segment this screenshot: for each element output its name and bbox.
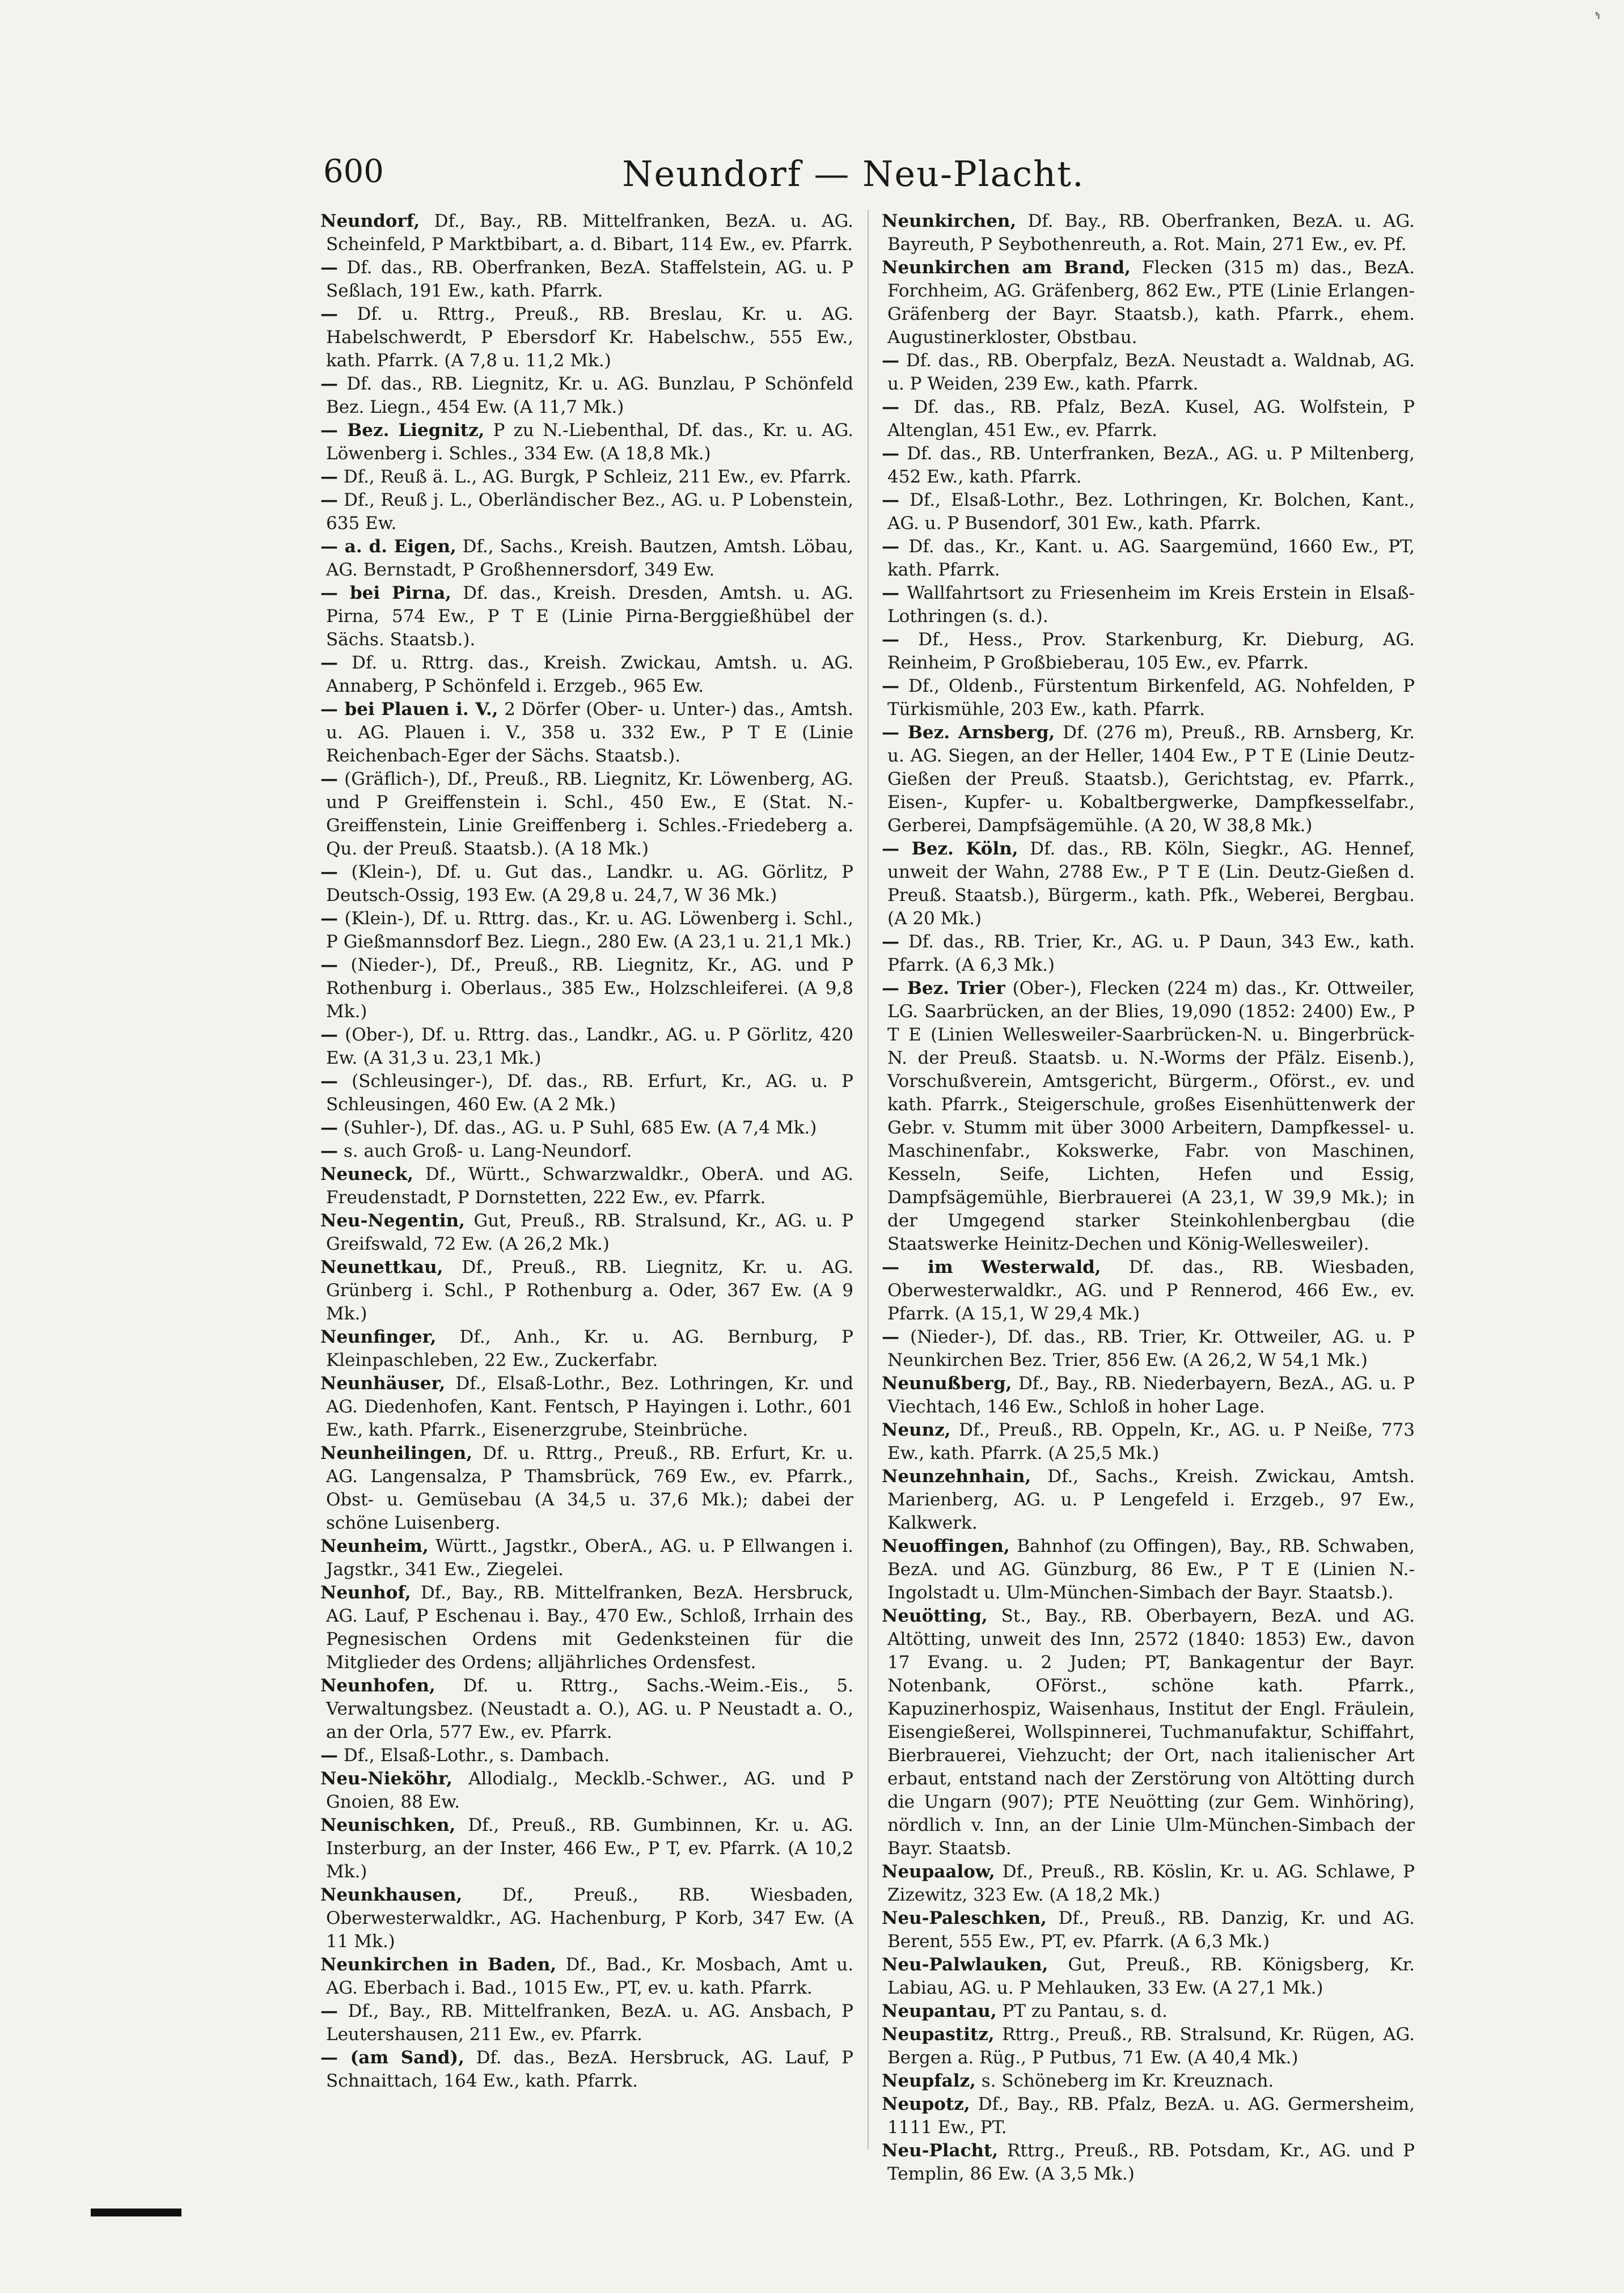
gazetteer-entry [320, 419, 853, 466]
entry-headword: Neuoffingen, [882, 1536, 1010, 1556]
entry-headword: — Bez. Köln, [882, 839, 1018, 859]
gazetteer-entry [320, 373, 853, 419]
entry-text: Rttrg., Preuß., RB. Potsdam, Kr., AG. und P Templin, 86 Ew. (A 3,5 Mk.) [887, 2140, 1415, 2184]
entry-headword: Neunhof, [320, 1583, 411, 1603]
right-column [882, 210, 1415, 2184]
entry-headword: — a. d. Eigen, [320, 536, 456, 557]
entry-text: Df., Sachs., Kreish. Bautzen, Amtsh. Löbau, AG. Bernstadt, P Großhennersdorf, 349 Ew. [326, 536, 853, 580]
entry-headword: — (am Sand), [320, 2047, 464, 2068]
column-divider [868, 210, 869, 2149]
entry-headword: Neunheim, [320, 1536, 429, 1556]
entry-text: Allodialg., Mecklb.-Schwer., AG. und P Gnoien, 88 Ew. [326, 1769, 853, 1812]
entry-headword: — [882, 1327, 899, 1347]
entry-headword: — [320, 769, 338, 789]
entry-text: Bahnhof (zu Offingen), Bay., RB. Schwaben, BezA. und AG. Günzburg, 86 Ew., P T E (Linien N.-Ingolstadt u. Ulm-München-Simbach der Bayr. Staatsb.). [887, 1536, 1415, 1603]
entry-text: St., Bay., RB. Oberbayern, BezA. und AG. Altötting, unweit des Inn, 2572 (1840: 1853) Ew., davon 17 Evang. u. 2 Juden; PT, Bankagentur der Bayr. Notenbank, OFörst., schöne kath. Pfarrk., Kapuzinerhospiz, Waisenhaus, Institut der Engl. Fräulein, Eisengießerei, Wollspinnerei, Tuchmanufaktur, Schiffahrt, Bierbrauerei, Viehzucht; der Ort, nach italienischer Art erbaut, entstand nach der Zerstörung von Altötting durch die Ungarn (907); PTE Neuötting (zur Gem. Winhöring), nördlich v. Inn, an der Linie Ulm-München-Simbach der Bayr. Staatsb. [887, 1606, 1415, 1859]
entry-text: Df. (276 m), Preuß., RB. Arnsberg, Kr. u. AG. Siegen, an der Heller, 1404 Ew., P T E (Linie Deutz-Gießen der Preuß. Staatsb.), Gerichtstag, ev. Pfarrk., Eisen-, Kupfer- u. Kobaltbergwerke, Dampfkesselfabr., Gerberei, Dampfsägemühle. (A 20, W 38,8 Mk.) [887, 722, 1415, 836]
left-column [320, 210, 853, 2149]
gazetteer-entry [882, 837, 1415, 930]
entry-text: Df., Bay., RB. Mittelfranken, BezA. Hersbruck, AG. Lauf, P Eschenau i. Bay., 470 Ew., Schloß, Irrhain des Pegnesischen Ordens mit Gedenksteinen für die Mitglieder des Ordens; alljährliches Ordensfest. [326, 1583, 853, 1673]
gazetteer-entry [320, 1884, 853, 1953]
gazetteer-entry [320, 1372, 853, 1442]
entry-text: Df., Preuß., RB. Danzig, Kr. und AG. Berent, 555 Ew., PT, ev. Pfarrk. (A 6,3 Mk.) [887, 1908, 1415, 1952]
gazetteer-entry [882, 2139, 1415, 2186]
entry-headword: — [882, 350, 899, 371]
entry-headword: — Bez. Liegnitz, [320, 420, 485, 441]
entry-headword: — [320, 467, 338, 487]
entry-headword: — [882, 629, 899, 650]
entry-text: Df., Reuß ä. L., AG. Burgk, P Schleiz, 211 Ew., ev. Pfarrk. [343, 467, 852, 487]
entry-text: Flecken (315 m) das., BezA. Forchheim, AG. Gräfenberg, 862 Ew., PTE (Linie Erlangen-Gräfenberg der Bayr. Staatsb.), kath. Pfarrk., ehem. Augustinerkloster, Obstbau. [887, 257, 1415, 348]
entry-text: Df., Bay., RB. Mittelfranken, BezA. u. AG. Ansbach, P Leutershausen, 211 Ew., ev. Pfarrk. [326, 2001, 853, 2045]
running-head: Neundorf — Neu-Placht. [622, 153, 1085, 194]
entry-text: Df. u. Rttrg., Preuß., RB. Erfurt, Kr. u. AG. Langensalza, P Thamsbrück, 769 Ew., ev. Pfarrk., Obst- u. Gemüsebau (A 34,5 u. 37,6 Mk.); dabei der schöne Luisenberg. [326, 1443, 853, 1533]
entry-text: (Nieder-), Df. das., RB. Trier, Kr. Ottweiler, AG. u. P Neunkirchen Bez. Trier, 856 Ew. (A 26,2, W 54,1 Mk.) [887, 1327, 1415, 1370]
gazetteer-entry [882, 2070, 1415, 2093]
entry-headword: Neunkirchen am Brand, [882, 257, 1131, 278]
gazetteer-entry [320, 2000, 853, 2046]
entry-headword: — [320, 490, 338, 510]
gazetteer-entry [882, 675, 1415, 721]
entry-text: s. auch Groß- u. Lang-Neundorf. [343, 1141, 632, 1161]
entry-headword: — Bez. Trier [882, 978, 1005, 999]
gazetteer-entry [882, 256, 1415, 349]
entry-headword: — [882, 397, 899, 417]
gazetteer-entry [320, 1814, 853, 1884]
entry-headword: Neundorf, [320, 211, 420, 231]
entry-headword: Neunzehnhain, [882, 1466, 1031, 1487]
entry-text: Df., Sachs., Kreish. Zwickau, Amtsh. Marienberg, AG. u. P Lengefeld i. Erzgeb., 97 Ew., Kalkwerk. [887, 1466, 1415, 1533]
gazetteer-entry [320, 1070, 853, 1116]
gazetteer-entry [320, 535, 853, 582]
entry-text: Df., Oldenb., Fürstentum Birkenfeld, AG. Nohfelden, P Türkismühle, 203 Ew., kath. Pfarrk. [887, 676, 1415, 720]
entry-headword: — [882, 536, 899, 557]
entry-headword: — [320, 862, 338, 882]
entry-text: Df. das., RB. Trier, Kr., AG. u. P Daun, 343 Ew., kath. Pfarrk. (A 6,3 Mk.) [887, 932, 1415, 975]
entry-text: Df., Elsaß-Lothr., Bez. Lothringen, Kr. Bolchen, Kant., AG. u. P Busendorf, 301 Ew., kath. Pfarrk. [887, 490, 1415, 534]
entry-text: Df., Elsaß-Lothr., Bez. Lothringen, Kr. und AG. Diedenhofen, Kant. Fentsch, P Hayingen i. Lothr., 601 Ew., kath. Pfarrk., Eisenerzgrube, Steinbrüche. [326, 1373, 853, 1440]
gazetteer-entry [882, 628, 1415, 675]
gazetteer-entry [882, 1372, 1415, 1419]
entry-text: Df., Preuß., RB. Köslin, Kr. u. AG. Schlawe, P Zizewitz, 323 Ew. (A 18,2 Mk.) [887, 1862, 1415, 1905]
gazetteer-entry [320, 1163, 853, 1209]
entry-text: Df., Reuß j. L., Oberländischer Bez., AG. u. P Lobenstein, 635 Ew. [326, 490, 853, 534]
entry-headword: Neunischken, [320, 1815, 456, 1835]
entry-headword: — bei Pirna, [320, 583, 451, 603]
gazetteer-entry [320, 1953, 853, 2000]
gazetteer-entry [320, 1442, 853, 1535]
gazetteer-entry [320, 651, 853, 698]
entry-headword: — [882, 932, 899, 952]
entry-text: Df. das., RB. Oberfranken, BezA. Staffelstein, AG. u. P Seßlach, 191 Ew., kath. Pfarrk. [326, 257, 854, 301]
entry-text: (Ober-), Flecken (224 m) das., Kr. Ottweiler, LG. Saarbrücken, an der Blies, 19,090 (1852: 2400) Ew., P T E (Linien Wellesweiler-Saarbrücken-N. u. Bingerbrück-N. der Preuß. Staatsb. u. N.-Worms der Pfälz. Eisenb.), Vorschußverein, Amtsgericht, Bürgerm., Oförst., ev. und kath. Pfarrk., Steigerschule, großes Eisenhüttenwerk der Gebr. v. Stumm mit über 3000 Arbeitern, Dampfkessel- u. Maschinenfabr., Kokswerke, Fabr. von Maschinen, Kesseln, Seife, Lichten, Hefen und Essig, Dampfsägemühle, Bierbrauerei (A 23,1, W 39,9 Mk.); in der Umgegend starker Steinkohlenbergbau (die Staatswerke Heinitz-Dechen und König-Wellesweiler). [887, 978, 1415, 1254]
entry-headword: — [320, 908, 338, 929]
entry-text: (Schleusinger-), Df. das., RB. Erfurt, Kr., AG. u. P Schleusingen, 460 Ew. (A 2 Mk.) [326, 1071, 854, 1115]
entry-text: Df., Württ., Schwarzwaldkr., OberA. und AG. Freudenstadt, P Dornstetten, 222 Ew., ev. Pfarrk. [326, 1164, 854, 1208]
entry-text: Df., Elsaß-Lothr., s. Dambach. [343, 1745, 610, 1766]
gazetteer-entry [882, 2023, 1415, 2070]
entry-text: Df. das., Kr., Kant. u. AG. Saargemünd, 1660 Ew., PT, kath. Pfarrk. [887, 536, 1415, 580]
entry-headword: Neu-Nieköhr, [320, 1769, 452, 1789]
entry-headword: — [882, 490, 899, 510]
entry-headword: Neunhäuser, [320, 1373, 446, 1394]
entry-headword: — [320, 304, 338, 324]
gazetteer-entry [320, 256, 853, 303]
gazetteer-entry [320, 954, 853, 1023]
gazetteer-entry [320, 2046, 853, 2093]
gazetteer-entry [320, 1326, 853, 1372]
entry-headword: Neuötting, [882, 1606, 988, 1626]
gazetteer-entry [882, 1860, 1415, 1907]
entry-text: Df., Preuß., RB. Gumbinnen, Kr. u. AG. Insterburg, an der Inster, 466 Ew., P T, ev. Pfarrk. (A 10,2 Mk.) [326, 1815, 854, 1882]
entry-headword: Neuneck, [320, 1164, 414, 1184]
gazetteer-entry [320, 1744, 853, 1767]
entry-text: (Suhler-), Df. das., AG. u. P Suhl, 685 Ew. (A 7,4 Mk.) [343, 1118, 817, 1138]
entry-headword: Neunettkau, [320, 1257, 443, 1277]
bottom-rule-mark [91, 2209, 181, 2216]
entry-headword: Neunkirchen in Baden, [320, 1954, 557, 1975]
entry-text: (Nieder-), Df., Preuß., RB. Liegnitz, Kr., AG. und P Rothenburg i. Oberlaus., 385 Ew., Holzschleiferei. (A 9,8 Mk.) [326, 955, 853, 1022]
entry-headword: — [882, 676, 899, 696]
gazetteer-entry [882, 349, 1415, 396]
gazetteer-entry [320, 210, 853, 256]
entry-text: Df. Bay., RB. Oberfranken, BezA. u. AG. Bayreuth, P Seybothenreuth, a. Rot. Main, 271 Ew., ev. Pf. [887, 211, 1415, 255]
entry-headword: Neupotz, [882, 2094, 970, 2114]
entry-headword: — [320, 1745, 338, 1766]
gazetteer-entry [882, 721, 1415, 837]
entry-text: Df. u. Rttrg., Preuß., RB. Breslau, Kr. u. AG. Habelschwerdt, P Ebersdorf Kr. Habelschw., 555 Ew., kath. Pfarrk. (A 7,8 u. 11,2 Mk.) [326, 304, 853, 371]
entry-headword: — [320, 374, 338, 394]
entry-headword: Neupantau, [882, 2001, 997, 2021]
entry-text: Württ., Jagstkr., OberA., AG. u. P Ellwangen i. Jagstkr., 341 Ew., Ziegelei. [326, 1536, 853, 1580]
entry-text: Df. das., RB. Pfalz, BezA. Kusel, AG. Wolfstein, P Altenglan, 451 Ew., ev. Pfarrk. [887, 397, 1415, 441]
gazetteer-entry [882, 930, 1415, 977]
gazetteer-entry [320, 1256, 853, 1326]
entry-text: (Gräflich-), Df., Preuß., RB. Liegnitz, Kr. Löwenberg, AG. und P Greiffenstein i. Schl., 450 Ew., E (Stat. N.-Greiffenstein, Linie Greiffenberg i. Schles.-Friedeberg a. Qu. der Preuß. Staatsb.). (A 18 Mk.) [326, 769, 853, 859]
gazetteer-entry [320, 907, 853, 954]
entry-text: Gut, Preuß., RB. Stralsund, Kr., AG. u. P Greifswald, 72 Ew. (A 26,2 Mk.) [326, 1211, 854, 1254]
entry-text: Df., Bay., RB. Pfalz, BezA. u. AG. Germersheim, 1111 Ew., PT. [887, 2094, 1415, 2138]
entry-headword: — Bez. Arnsberg, [882, 722, 1055, 743]
entry-text: (Klein-), Df. u. Gut das., Landkr. u. AG. Görlitz, P Deutsch-Ossig, 193 Ew. (A 29,8 u. 24,7, W 36 Mk.) [326, 862, 853, 906]
gazetteer-entry [882, 1326, 1415, 1372]
gazetteer-entry [882, 210, 1415, 256]
entry-headword: — [320, 257, 338, 278]
entry-text: Df. u. Rttrg. das., Kreish. Zwickau, Amtsh. u. AG. Annaberg, P Schönfeld i. Erzgeb., 965 Ew. [326, 653, 853, 696]
gazetteer-entry [882, 2000, 1415, 2023]
gazetteer-entry [882, 1419, 1415, 1465]
gazetteer-entry [882, 1465, 1415, 1535]
gazetteer-entry [882, 582, 1415, 628]
entry-headword: — [320, 653, 338, 673]
entry-headword: — [320, 2001, 338, 2021]
entry-headword: — [882, 443, 899, 464]
gazetteer-entry [882, 1953, 1415, 2000]
gazetteer-entry [320, 1116, 853, 1140]
entry-text: Df. das., RB. Liegnitz, Kr. u. AG. Bunzlau, P Schönfeld Bez. Liegn., 454 Ew. (A 11,7 Mk.) [326, 374, 854, 417]
entry-text: PT zu Pantau, s. d. [1002, 2001, 1168, 2021]
entry-headword: — [320, 1071, 338, 1091]
entry-text: Df. das., RB. Unterfranken, BezA., AG. u. P Miltenberg, 452 Ew., kath. Pfarrk. [887, 443, 1415, 487]
entry-text: Gut, Preuß., RB. Königsberg, Kr. Labiau, AG. u. P Mehlauken, 33 Ew. (A 27,1 Mk.) [887, 1954, 1415, 1998]
entry-text: (Klein-), Df. u. Rttrg. das., Kr. u. AG. Löwenberg i. Schl., P Gießmannsdorf Bez. Liegn., 280 Ew. (A 23,1 u. 21,1 Mk.) [326, 908, 853, 952]
gazetteer-entry [882, 1907, 1415, 1953]
gazetteer-entry [320, 698, 853, 768]
entry-text: Df., Preuß., RB. Oppeln, Kr., AG. u. P Neiße, 773 Ew., kath. Pfarrk. (A 25,5 Mk.) [887, 1420, 1415, 1463]
gazetteer-entry [320, 466, 853, 489]
entry-headword: — im Westerwald, [882, 1257, 1101, 1277]
entry-headword: Neu-Negentin, [320, 1211, 465, 1231]
corner-mark: '̓ [1596, 10, 1601, 33]
gazetteer-entry [882, 1605, 1415, 1860]
gazetteer-entry [882, 489, 1415, 535]
entry-text: Df. das., Kreish. Dresden, Amtsh. u. AG. Pirna, 574 Ew., P T E (Linie Pirna-Berggießhübel der Sächs. Staatsb.). [326, 583, 853, 650]
entry-text: Wallfahrtsort zu Friesenheim im Kreis Erstein in Elsaß-Lothringen (s. d.). [887, 583, 1415, 627]
entry-text: Df., Bad., Kr. Mosbach, Amt u. AG. Eberbach i. Bad., 1015 Ew., PT, ev. u. kath. Pfarrk. [326, 1954, 854, 1998]
entry-text: Df., Bay., RB. Niederbayern, BezA., AG. u. P Viechtach, 146 Ew., Schloß in hoher Lage. [887, 1373, 1415, 1417]
entry-headword: Neunfinger, [320, 1327, 437, 1347]
entry-headword: — [320, 1141, 338, 1161]
entry-text: Df. das., RB. Oberpfalz, BezA. Neustadt a. Waldnab, AG. u. P Weiden, 239 Ew., kath. Pfarrk. [887, 350, 1415, 394]
gazetteer-entry [320, 1140, 853, 1163]
page-number: 600 [323, 153, 384, 190]
entry-headword: Neunkirchen, [882, 211, 1017, 231]
entry-headword: Neupfalz, [882, 2071, 976, 2091]
gazetteer-entry [320, 303, 853, 373]
entry-text: P zu N.-Liebenthal, Df. das., Kr. u. AG. Löwenberg i. Schles., 334 Ew. (A 18,8 Mk.) [326, 420, 853, 464]
entry-headword: Neu-Placht, [882, 2140, 999, 2161]
gazetteer-entry [320, 582, 853, 651]
entry-text: Df., Hess., Prov. Starkenburg, Kr. Dieburg, AG. Reinheim, P Großbieberau, 105 Ew., ev. Pfarrk. [887, 629, 1415, 673]
entry-text: Df., Preuß., RB. Liegnitz, Kr. u. AG. Grünberg i. Schl., P Rothenburg a. Oder, 367 Ew. (A 9 Mk.) [326, 1257, 854, 1324]
gazetteer-entry [882, 396, 1415, 442]
gazetteer-entry [882, 535, 1415, 582]
entry-headword: — [320, 955, 338, 975]
gazetteer-entry [320, 768, 853, 861]
entry-headword: — [882, 583, 899, 603]
entry-text: Df., Bay., RB. Mittelfranken, BezA. u. AG. Scheinfeld, P Marktbibart, a. d. Bibart, 114 Ew., ev. Pfarrk. [326, 211, 853, 255]
entry-text: Df. das., RB. Köln, Siegkr., AG. Hennef, unweit der Wahn, 2788 Ew., P T E (Lin. Deutz-Gießen d. Preuß. Staatsb.), Bürgerm., kath. Pfk., Weberei, Bergbau. (A 20 Mk.) [887, 839, 1415, 929]
gazetteer-entry [320, 1023, 853, 1070]
gazetteer-entry [882, 442, 1415, 489]
entry-headword: Neu-Paleschken, [882, 1908, 1047, 1928]
entry-text: (Ober-), Df. u. Rttrg. das., Landkr., AG. u. P Görlitz, 420 Ew. (A 31,3 u. 23,1 Mk.) [326, 1025, 853, 1068]
entry-headword: Neunußberg, [882, 1373, 1012, 1394]
entry-headword: Neupaalow, [882, 1862, 995, 1882]
gazetteer-entry [320, 861, 853, 907]
entry-headword: Neunkhausen, [320, 1885, 463, 1905]
gazetteer-entry [882, 977, 1415, 1256]
entry-headword: Neunhofen, [320, 1676, 435, 1696]
gazetteer-entry [320, 1674, 853, 1744]
entry-headword: Neunheilingen, [320, 1443, 472, 1463]
entry-text: Df., Anh., Kr. u. AG. Bernburg, P Kleinpaschleben, 22 Ew., Zuckerfabr. [326, 1327, 853, 1370]
entry-headword: — [320, 1118, 338, 1138]
entry-text: 2 Dörfer (Ober- u. Unter-) das., Amtsh. u. AG. Plauen i. V., 358 u. 332 Ew., P T E (Linie Reichenbach-Eger der Sächs. Staatsb.). [326, 699, 854, 766]
gazetteer-entry [320, 1581, 853, 1674]
entry-headword: Neu-Palwlauken, [882, 1954, 1048, 1975]
entry-headword: Neunz, [882, 1420, 951, 1440]
entry-text: Df. das., RB. Wiesbaden, Oberwesterwaldkr., AG. und P Rennerod, 466 Ew., ev. Pfarrk. (A 15,1, W 29,4 Mk.) [887, 1257, 1415, 1324]
gazetteer-entry [320, 1209, 853, 1256]
gazetteer-entry [882, 1535, 1415, 1605]
page-header [323, 153, 1384, 204]
gazetteer-entry [882, 1256, 1415, 1326]
entry-text: Df. u. Rttrg., Sachs.-Weim.-Eis., 5. Verwaltungsbez. (Neustadt a. O.), AG. u. P Neustadt a. O., an der Orla, 577 Ew., ev. Pfarrk. [326, 1676, 853, 1742]
entry-text: Rttrg., Preuß., RB. Stralsund, Kr. Rügen, AG. Bergen a. Rüg., P Putbus, 71 Ew. (A 40,4 Mk.) [887, 2024, 1415, 2068]
entry-text: s. Schöneberg im Kr. Kreuznach. [981, 2071, 1274, 2091]
gazetteer-entry [882, 2093, 1415, 2139]
entry-headword: Neupastitz, [882, 2024, 995, 2045]
entry-headword: — [320, 1025, 338, 1045]
gazetteer-entry [320, 1535, 853, 1581]
entry-text: Df., Preuß., RB. Wiesbaden, Oberwesterwaldkr., AG. Hachenburg, P Korb, 347 Ew. (A 11 Mk.) [326, 1885, 853, 1952]
entry-text: Df. das., BezA. Hersbruck, AG. Lauf, P Schnaittach, 164 Ew., kath. Pfarrk. [326, 2047, 853, 2091]
gazetteer-entry [320, 489, 853, 535]
entry-headword: — bei Plauen i. V., [320, 699, 498, 720]
gazetteer-entry [320, 1767, 853, 1814]
